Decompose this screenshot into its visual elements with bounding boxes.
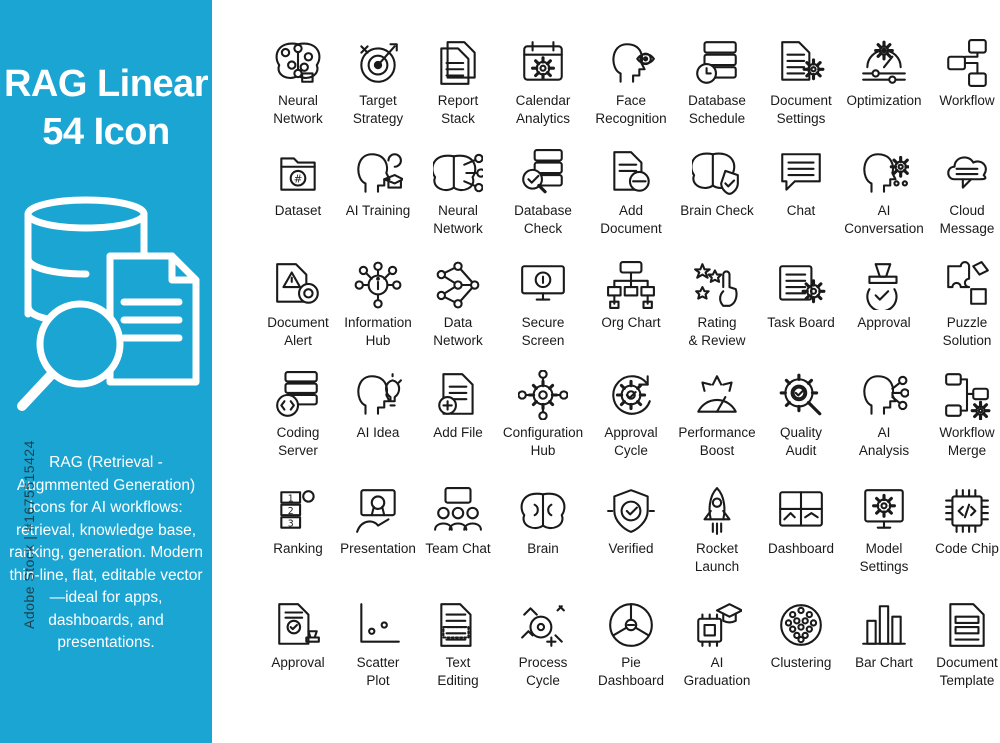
icon-label-line: Add File (433, 425, 483, 440)
icon-label (841, 424, 927, 460)
ai-graduation-icon (674, 600, 760, 650)
icon-tile (255, 486, 341, 596)
approval-document-icon (255, 600, 341, 650)
icon-label-line: Brain (527, 541, 559, 556)
icon-label-line: Network (433, 333, 483, 348)
icon-label-line: Database (688, 93, 746, 108)
icon-tile (255, 38, 341, 148)
icon-label (758, 424, 844, 460)
icon-label-line: Cycle (526, 673, 560, 688)
icon-label-line: Document (770, 93, 832, 108)
icon-tile (588, 600, 674, 710)
icon-label-line: Schedule (688, 111, 746, 126)
icon-tile (415, 260, 501, 370)
icon-label-line: Approval (604, 425, 658, 440)
icon-label (335, 314, 421, 350)
neural-network-icon (415, 148, 501, 198)
icon-label (255, 540, 341, 558)
icon-label-line: Strategy (352, 111, 404, 126)
icon-tile (335, 370, 421, 480)
title-line-1: RAG Linear (3, 63, 209, 105)
rocket-launch-icon (674, 486, 760, 536)
icon-label-line: Cycle (614, 443, 648, 458)
icon-label-line: Face (615, 93, 646, 108)
icon-label-line: Approval (271, 655, 325, 670)
icon-tile (255, 148, 341, 258)
icon-tile (588, 260, 674, 370)
approval-stamp-icon (841, 260, 927, 310)
document-alert-icon (255, 260, 341, 310)
icon-label-line: Quality (779, 425, 823, 440)
icon-label-line: Message (939, 221, 995, 236)
puzzle-solution-icon (924, 260, 1000, 310)
icon-label-line: Data (443, 315, 473, 330)
icon-label-line: Plot (366, 673, 390, 688)
icon-label (924, 202, 1000, 238)
icon-label-line: Check (523, 221, 563, 236)
ai-conversation-icon (841, 148, 927, 198)
icon-tile (335, 148, 421, 258)
icon-tile (674, 600, 760, 710)
icon-tile (924, 148, 1000, 258)
icon-label (500, 654, 586, 690)
icon-label-line: Presentation (340, 541, 416, 556)
icon-label (588, 202, 674, 238)
icon-label-line: & Review (688, 333, 746, 348)
quality-audit-icon (758, 370, 844, 420)
configuration-hub-icon (500, 370, 586, 420)
icon-tile (674, 38, 760, 148)
icon-label-line: Conversation (844, 221, 924, 236)
icon-label (924, 424, 1000, 460)
svg-text:1: 1 (287, 493, 294, 505)
icon-tile (255, 260, 341, 370)
add-document-icon (588, 148, 674, 198)
icon-label-line: Brain Check (680, 203, 754, 218)
icon-label-line: Launch (694, 559, 740, 574)
icon-label (335, 202, 421, 220)
face-recognition-icon (588, 38, 674, 88)
icon-label (335, 92, 421, 128)
icon-tile (415, 148, 501, 258)
icon-label-line: Verified (608, 541, 654, 556)
icon-tile (415, 600, 501, 710)
clustering-icon (758, 600, 844, 650)
icon-label (415, 202, 501, 238)
optimization-icon (841, 38, 927, 88)
report-stack-icon (415, 38, 501, 88)
icon-tile (924, 486, 1000, 596)
icon-label-line: Ranking (273, 541, 323, 556)
icon-label-line: Document (600, 221, 662, 236)
icon-tile (674, 148, 760, 258)
description-text: RAG (Retrieval - Augmmented Generation) icons for AI workflows: retrieval, knowledge base, ranking, generation. Modern thin-line, flat, editable vector—ideal for apps, dashboards, and presentations. (9, 454, 203, 651)
icon-label-line: Chat (786, 203, 816, 218)
watermark-text: Adobe Stock | #1675515424 (21, 440, 37, 629)
pie-dashboard-icon (588, 600, 674, 650)
database-check-icon (500, 148, 586, 198)
icon-label-line: Cloud (949, 203, 985, 218)
icon-label (415, 424, 501, 442)
icon-label (255, 654, 341, 672)
icon-label (841, 540, 927, 576)
ai-idea-icon (335, 370, 421, 420)
icon-label (674, 424, 760, 460)
icon-label (500, 424, 586, 460)
icon-tile (415, 486, 501, 596)
icon-label-line: Rocket (695, 541, 739, 556)
icon-tile (841, 38, 927, 148)
icon-tile (415, 38, 501, 148)
dataset-icon (255, 148, 341, 198)
bar-chart-icon (841, 600, 927, 650)
icon-tile (500, 260, 586, 370)
icon-tile (500, 600, 586, 710)
data-network-icon (415, 260, 501, 310)
presentation-icon (335, 486, 421, 536)
icon-tile (335, 486, 421, 596)
icon-label-line: Bar Chart (855, 655, 913, 670)
icon-tile (335, 260, 421, 370)
icon-label-line: Dataset (274, 203, 322, 218)
verified-shield-icon (588, 486, 674, 536)
brain-check-icon (674, 148, 760, 198)
add-file-icon (415, 370, 501, 420)
icon-label-line: Boost (699, 443, 735, 458)
icon-label (758, 314, 844, 332)
cloud-message-icon (924, 148, 1000, 198)
icon-label (500, 92, 586, 128)
icon-label (674, 540, 760, 576)
icon-label-line: Model (865, 541, 903, 556)
icon-tile (500, 38, 586, 148)
icon-label-line: Add (618, 203, 644, 218)
icon-tile (500, 148, 586, 258)
icon-tile (924, 38, 1000, 148)
icon-label (924, 654, 1000, 690)
icon-label-line: Network (433, 221, 483, 236)
icon-tile (674, 370, 760, 480)
icon-label (415, 314, 501, 350)
icon-label-line: Text (445, 655, 471, 670)
icon-label (588, 314, 674, 332)
svg-text:2: 2 (287, 506, 294, 518)
icon-label (758, 92, 844, 128)
icon-tile (415, 370, 501, 480)
calendar-analytics-icon (500, 38, 586, 88)
brain-icon (500, 486, 586, 536)
icon-label-line: Approval (857, 315, 911, 330)
icon-label (674, 92, 760, 128)
ai-analysis-icon (841, 370, 927, 420)
icon-tile (255, 600, 341, 710)
icon-label-line: Pie (621, 655, 641, 670)
icon-label (758, 202, 844, 220)
team-chat-icon (415, 486, 501, 536)
icon-tile (255, 370, 341, 480)
icon-label-line: Alert (284, 333, 312, 348)
database-document-search-icon (14, 196, 204, 416)
database-schedule-icon (674, 38, 760, 88)
icon-label (500, 314, 586, 350)
icon-label (674, 202, 760, 220)
icon-label-line: Coding (276, 425, 320, 440)
performance-boost-icon (674, 370, 760, 420)
icon-label (758, 540, 844, 558)
rating-review-icon (674, 260, 760, 310)
icon-tile (841, 600, 927, 710)
icon-label-line: Document (936, 655, 998, 670)
icon-tile (758, 260, 844, 370)
icon-label-line: Settings (859, 559, 909, 574)
icon-tile (588, 38, 674, 148)
icon-label-line: Recognition (595, 111, 667, 126)
icon-label-line: Clustering (770, 655, 832, 670)
dashboard-icon (758, 486, 844, 536)
icon-label-line: Process (518, 655, 568, 670)
icon-tile (588, 370, 674, 480)
org-chart-icon (588, 260, 674, 310)
icon-tile (758, 486, 844, 596)
icon-label-line: Configuration (502, 425, 584, 440)
code-chip-icon (924, 486, 1000, 536)
page-title (0, 60, 212, 156)
model-settings-icon (841, 486, 927, 536)
icon-label-line: Dashboard (597, 673, 665, 688)
icon-label-line: Secure (521, 315, 565, 330)
ranking-icon (255, 486, 341, 536)
approval-cycle-icon (588, 370, 674, 420)
icon-label-line: Team Chat (425, 541, 491, 556)
icon-label (588, 654, 674, 690)
icon-tile (588, 148, 674, 258)
icon-label (500, 540, 586, 558)
svg-text:#: # (293, 173, 303, 186)
icon-label (335, 654, 421, 690)
icon-label-line: Graduation (683, 673, 751, 688)
workflow-merge-icon (924, 370, 1000, 420)
document-template-icon (924, 600, 1000, 650)
icon-label-line: AI (710, 655, 724, 670)
information-hub-icon (335, 260, 421, 310)
icon-tile (758, 600, 844, 710)
icon-label-line: Optimization (846, 93, 922, 108)
icon-tile (674, 260, 760, 370)
icon-label-line: Workflow (939, 93, 995, 108)
icon-label (255, 424, 341, 460)
icon-label (841, 202, 927, 238)
text-editing-icon (415, 600, 501, 650)
icon-label (588, 424, 674, 460)
title-line-2: 54 Icon (42, 111, 170, 153)
icon-tile (758, 148, 844, 258)
icon-label (415, 540, 501, 558)
icon-grid (212, 38, 1000, 738)
icon-label-line: Dashboard (767, 541, 835, 556)
icon-label (924, 540, 1000, 558)
icon-tile (758, 38, 844, 148)
coding-server-icon (255, 370, 341, 420)
icon-tile (924, 600, 1000, 710)
icon-label-line: Code Chip (935, 541, 999, 556)
process-cycle-icon (500, 600, 586, 650)
icon-label-line: Puzzle (946, 315, 988, 330)
chat-icon (758, 148, 844, 198)
document-settings-icon (758, 38, 844, 88)
sidebar-panel (0, 0, 212, 743)
icon-label (674, 654, 760, 690)
icon-tile (841, 486, 927, 596)
icon-tile (500, 486, 586, 596)
secure-screen-icon (500, 260, 586, 310)
icon-label-line: Rating (697, 315, 737, 330)
icon-tile (588, 486, 674, 596)
icon-label-line: AI Idea (356, 425, 400, 440)
icon-tile (924, 370, 1000, 480)
icon-label (924, 92, 1000, 110)
icon-label (255, 92, 341, 128)
icon-label-line: Server (278, 443, 318, 458)
icon-label (415, 654, 501, 690)
icon-label-line: AI (877, 203, 891, 218)
icon-tile (335, 38, 421, 148)
icon-label (841, 314, 927, 332)
icon-label (588, 540, 674, 558)
icon-label (255, 202, 341, 220)
icon-label-line: Hub (530, 443, 556, 458)
icon-label-line: Information (344, 315, 412, 330)
icon-label (758, 654, 844, 672)
icon-label (841, 654, 927, 672)
icon-label-line: Calendar (515, 93, 571, 108)
icon-tile (335, 600, 421, 710)
icon-tile (758, 370, 844, 480)
icon-label (500, 202, 586, 238)
icon-tile (841, 370, 927, 480)
icon-label-line: Org Chart (601, 315, 661, 330)
icon-tile (841, 148, 927, 258)
icon-label (841, 92, 927, 110)
icon-tile (500, 370, 586, 480)
icon-label-line: Workflow (939, 425, 995, 440)
icon-label-line: Solution (942, 333, 992, 348)
icon-label-line: Document (267, 315, 329, 330)
icon-label-line: Scatter (356, 655, 400, 670)
icon-label-line: Settings (776, 111, 826, 126)
task-board-icon (758, 260, 844, 310)
icon-label-line: AI Training (345, 203, 411, 218)
icon-label-line: Report (437, 93, 479, 108)
icon-label-line: Analytics (515, 111, 571, 126)
icon-label-line: Neural (278, 93, 318, 108)
icon-label (924, 314, 1000, 350)
icon-label-line: Merge (947, 443, 987, 458)
icon-label-line: Performance (678, 425, 756, 440)
icon-label-line: Neural (438, 203, 478, 218)
icon-label (415, 92, 501, 128)
icon-tile (841, 260, 927, 370)
icon-label-line: Hub (365, 333, 391, 348)
icon-label-line: Network (273, 111, 323, 126)
icon-tile (674, 486, 760, 596)
workflow-icon (924, 38, 1000, 88)
icon-label (255, 314, 341, 350)
icon-label-line: Editing (437, 673, 479, 688)
svg-text:3: 3 (287, 518, 294, 530)
icon-label-line: Target (359, 93, 397, 108)
icon-label (335, 540, 421, 558)
icon-label (674, 314, 760, 350)
ai-training-icon (335, 148, 421, 198)
icon-tile (924, 260, 1000, 370)
icon-label-line: Stack (441, 111, 475, 126)
brain-network-icon (255, 38, 341, 88)
icon-label-line: Screen (521, 333, 565, 348)
target-strategy-icon (335, 38, 421, 88)
icon-label (335, 424, 421, 442)
scatter-plot-icon (335, 600, 421, 650)
icon-label-line: Audit (785, 443, 817, 458)
icon-label-line: Analysis (858, 443, 910, 458)
icon-label-line: Template (939, 673, 995, 688)
icon-label (588, 92, 674, 128)
icon-label-line: Task Board (767, 315, 835, 330)
icon-label-line: AI (877, 425, 891, 440)
icon-label-line: Database (514, 203, 572, 218)
